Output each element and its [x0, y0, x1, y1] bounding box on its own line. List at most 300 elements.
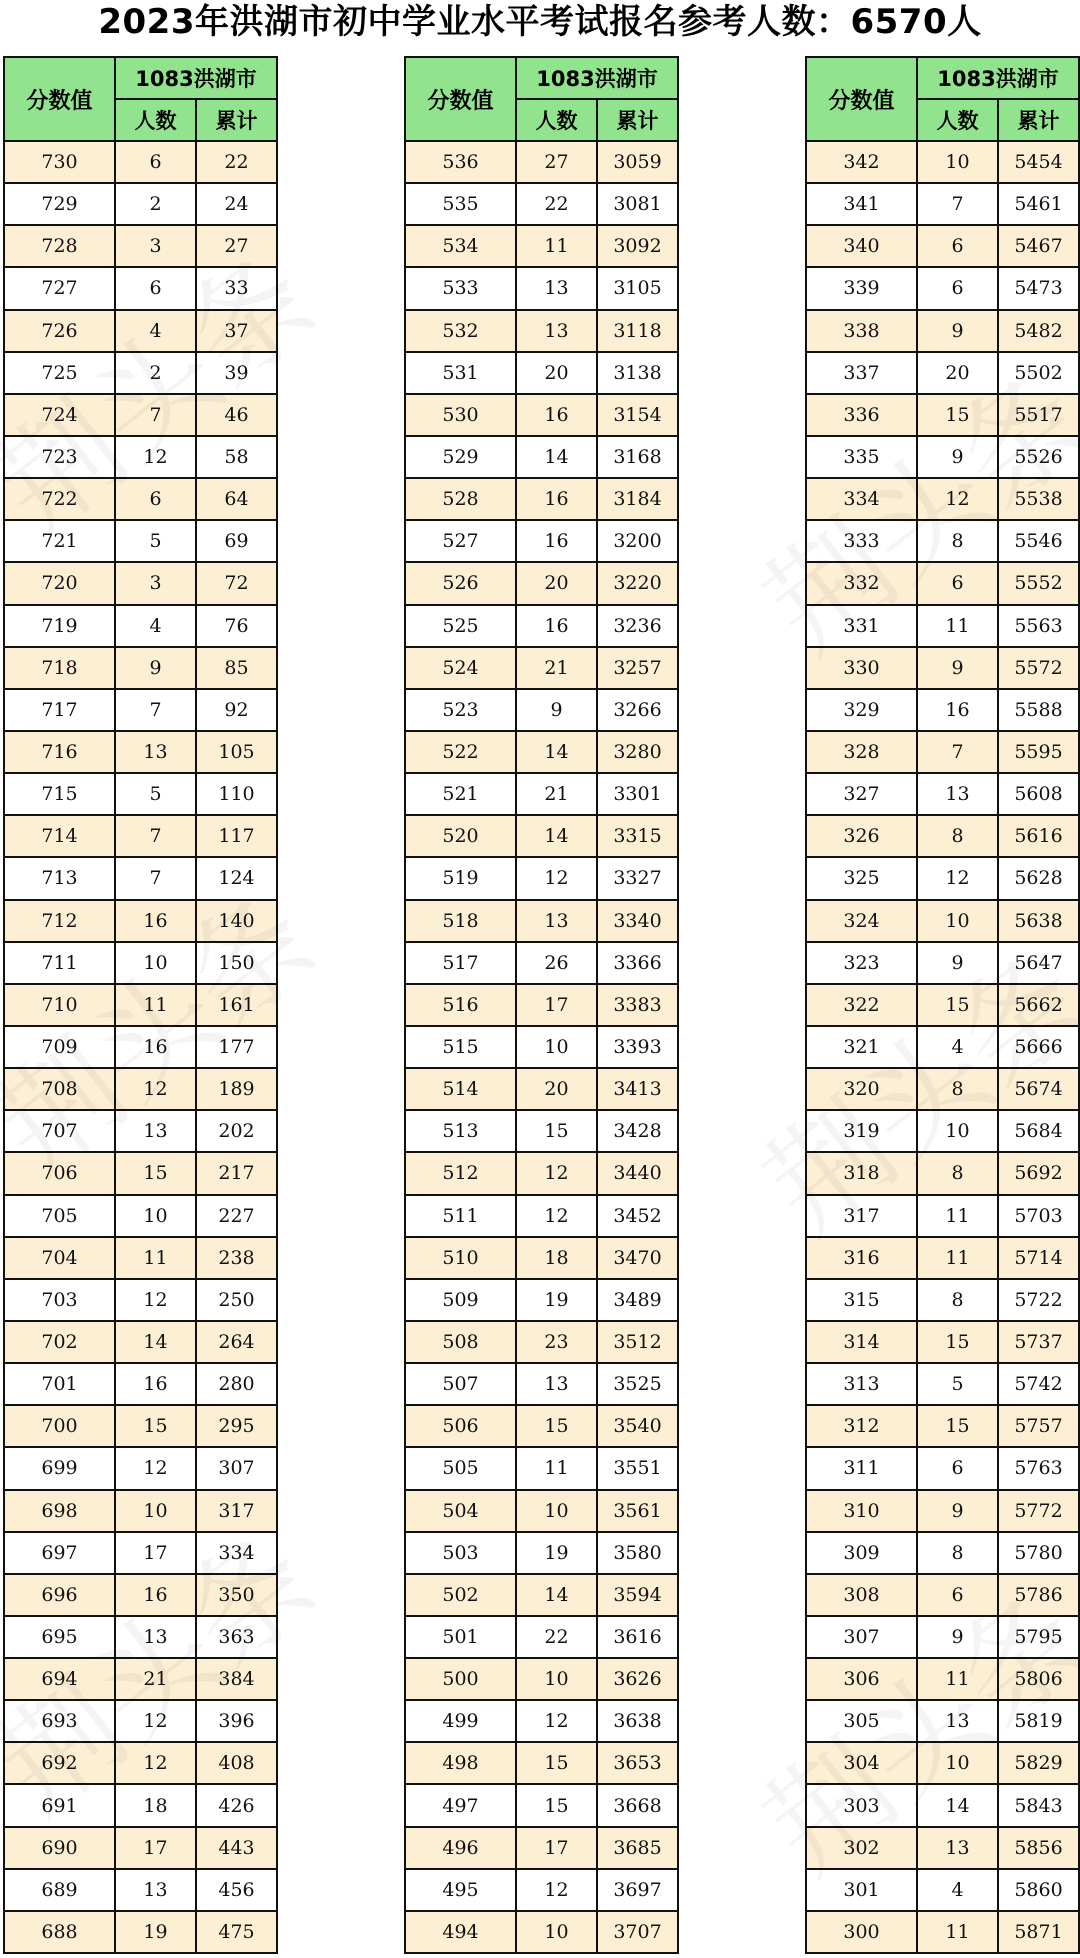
- score-column-header: 分数值: [4, 57, 115, 141]
- score-cell: 721: [4, 520, 115, 562]
- score-cell: 304: [806, 1742, 917, 1784]
- score-cell: 513: [405, 1110, 516, 1152]
- table-row: [4, 478, 277, 520]
- cumulative-cell: 3668: [597, 1784, 678, 1826]
- cumulative-cell: 5595: [998, 731, 1079, 773]
- score-cell: 529: [405, 436, 516, 478]
- table-row: [405, 1447, 678, 1489]
- count-cell: 13: [917, 1700, 998, 1742]
- cumulative-cell: 3236: [597, 605, 678, 647]
- table-header-row: [4, 57, 277, 99]
- table-row: [4, 1658, 277, 1700]
- table-row: [806, 1110, 1079, 1152]
- count-cell: 2: [115, 352, 196, 394]
- table-row: [4, 310, 277, 352]
- cumulative-cell: 3154: [597, 394, 678, 436]
- count-cell: 15: [516, 1110, 597, 1152]
- count-cell: 12: [917, 857, 998, 899]
- cumulative-cell: 5454: [998, 141, 1079, 183]
- table-row: [4, 267, 277, 309]
- count-cell: 19: [516, 1279, 597, 1321]
- count-cell: 6: [917, 225, 998, 267]
- count-cell: 15: [516, 1784, 597, 1826]
- score-cell: 503: [405, 1532, 516, 1574]
- table-row: [4, 731, 277, 773]
- cumulative-cell: 3551: [597, 1447, 678, 1489]
- score-cell: 515: [405, 1026, 516, 1068]
- score-cell: 301: [806, 1869, 917, 1911]
- cumulative-cell: 5608: [998, 773, 1079, 815]
- count-cell: 11: [917, 1195, 998, 1237]
- table-row: [806, 1742, 1079, 1784]
- count-cell: 13: [115, 1616, 196, 1658]
- cumulative-cell: 33: [196, 267, 277, 309]
- score-cell: 728: [4, 225, 115, 267]
- table-row: [405, 183, 678, 225]
- count-cell: 9: [516, 689, 597, 731]
- score-cell: 509: [405, 1279, 516, 1321]
- score-cell: 330: [806, 647, 917, 689]
- cumulative-cell: 3257: [597, 647, 678, 689]
- count-cell: 11: [115, 984, 196, 1026]
- table-row: [4, 183, 277, 225]
- cumulative-cell: 475: [196, 1911, 277, 1953]
- score-cell: 707: [4, 1110, 115, 1152]
- table-row: [405, 1616, 678, 1658]
- count-cell: 13: [115, 1869, 196, 1911]
- cumulative-cell: 27: [196, 225, 277, 267]
- count-cell: 17: [516, 1827, 597, 1869]
- cumulative-cell: 58: [196, 436, 277, 478]
- cumulative-cell: 5703: [998, 1195, 1079, 1237]
- count-cell: 15: [917, 1405, 998, 1447]
- table-row: [405, 815, 678, 857]
- table-row: [4, 1405, 277, 1447]
- count-cell: 8: [917, 1279, 998, 1321]
- table-row: [4, 605, 277, 647]
- cumulative-cell: 3525: [597, 1363, 678, 1405]
- cumulative-cell: 3366: [597, 942, 678, 984]
- table-row: [806, 689, 1079, 731]
- table-row: [4, 352, 277, 394]
- count-cell: 20: [516, 1068, 597, 1110]
- cumulative-cell: 3340: [597, 900, 678, 942]
- table-row: [4, 1827, 277, 1869]
- score-cell: 302: [806, 1827, 917, 1869]
- cumulative-cell: 3638: [597, 1700, 678, 1742]
- count-cell: 15: [516, 1742, 597, 1784]
- count-column-header: 人数: [516, 99, 597, 141]
- count-cell: 22: [516, 183, 597, 225]
- score-cell: 505: [405, 1447, 516, 1489]
- cumulative-cell: 3594: [597, 1574, 678, 1616]
- score-cell: 522: [405, 731, 516, 773]
- table-row: [405, 1827, 678, 1869]
- cumulative-cell: 5461: [998, 183, 1079, 225]
- cumulative-cell: 46: [196, 394, 277, 436]
- count-cell: 12: [516, 1195, 597, 1237]
- cumulative-cell: 37: [196, 310, 277, 352]
- score-cell: 342: [806, 141, 917, 183]
- score-cell: 334: [806, 478, 917, 520]
- count-cell: 3: [115, 562, 196, 604]
- score-cell: 706: [4, 1152, 115, 1194]
- count-cell: 11: [917, 1658, 998, 1700]
- cumulative-cell: 5860: [998, 1869, 1079, 1911]
- score-cell: 311: [806, 1447, 917, 1489]
- score-cell: 717: [4, 689, 115, 731]
- cumulative-cell: 85: [196, 647, 277, 689]
- score-cell: 496: [405, 1827, 516, 1869]
- score-cell: 319: [806, 1110, 917, 1152]
- count-cell: 19: [516, 1532, 597, 1574]
- cumulative-cell: 140: [196, 900, 277, 942]
- table-row: [405, 520, 678, 562]
- cumulative-cell: 396: [196, 1700, 277, 1742]
- cumulative-cell: 5647: [998, 942, 1079, 984]
- table-row: [405, 1532, 678, 1574]
- table-row: [806, 520, 1079, 562]
- score-table-right: [805, 56, 1080, 1954]
- score-table-left: [3, 56, 278, 1954]
- score-cell: 329: [806, 689, 917, 731]
- count-cell: 14: [115, 1321, 196, 1363]
- count-cell: 4: [115, 310, 196, 352]
- cumulative-cell: 307: [196, 1447, 277, 1489]
- score-cell: 519: [405, 857, 516, 899]
- table-row: [4, 394, 277, 436]
- count-cell: 9: [917, 436, 998, 478]
- table-row: [405, 1658, 678, 1700]
- table-row: [4, 1152, 277, 1194]
- table-row: [405, 1026, 678, 1068]
- score-cell: 714: [4, 815, 115, 857]
- cumulative-cell: 3707: [597, 1911, 678, 1953]
- score-cell: 730: [4, 141, 115, 183]
- cumulative-cell: 161: [196, 984, 277, 1026]
- table-row: [405, 1911, 678, 1953]
- table-row: [405, 1152, 678, 1194]
- cumulative-cell: 3105: [597, 267, 678, 309]
- count-column-header: 人数: [917, 99, 998, 141]
- score-cell: 722: [4, 478, 115, 520]
- table-row: [4, 520, 277, 562]
- count-cell: 22: [516, 1616, 597, 1658]
- cumulative-cell: 105: [196, 731, 277, 773]
- score-cell: 716: [4, 731, 115, 773]
- cumulative-cell: 5538: [998, 478, 1079, 520]
- score-cell: 323: [806, 942, 917, 984]
- cumulative-cell: 3580: [597, 1532, 678, 1574]
- table-row: [405, 1068, 678, 1110]
- score-cell: 501: [405, 1616, 516, 1658]
- cumulative-cell: 3470: [597, 1237, 678, 1279]
- region-column-header: 1083洪湖市: [917, 57, 1079, 99]
- table-row: [405, 689, 678, 731]
- score-cell: 521: [405, 773, 516, 815]
- score-cell: 337: [806, 352, 917, 394]
- table-row: [405, 605, 678, 647]
- score-cell: 518: [405, 900, 516, 942]
- table-row: [806, 1616, 1079, 1658]
- table-row: [806, 1195, 1079, 1237]
- count-cell: 9: [917, 942, 998, 984]
- table-row: [405, 857, 678, 899]
- count-cell: 4: [115, 605, 196, 647]
- score-cell: 318: [806, 1152, 917, 1194]
- count-cell: 20: [516, 562, 597, 604]
- count-cell: 14: [516, 815, 597, 857]
- score-cell: 316: [806, 1237, 917, 1279]
- table-row: [405, 731, 678, 773]
- count-cell: 6: [917, 1447, 998, 1489]
- cumulative-cell: 3315: [597, 815, 678, 857]
- table-row: [806, 731, 1079, 773]
- score-cell: 306: [806, 1658, 917, 1700]
- count-cell: 12: [516, 857, 597, 899]
- cumulative-cell: 384: [196, 1658, 277, 1700]
- cumulative-cell: 5786: [998, 1574, 1079, 1616]
- count-cell: 10: [917, 900, 998, 942]
- cumulative-cell: 5795: [998, 1616, 1079, 1658]
- score-cell: 336: [806, 394, 917, 436]
- table-row: [806, 183, 1079, 225]
- score-cell: 332: [806, 562, 917, 604]
- score-cell: 339: [806, 267, 917, 309]
- count-cell: 8: [917, 815, 998, 857]
- count-cell: 4: [917, 1869, 998, 1911]
- table-row: [4, 900, 277, 942]
- count-cell: 6: [115, 141, 196, 183]
- score-cell: 340: [806, 225, 917, 267]
- score-cell: 727: [4, 267, 115, 309]
- count-cell: 13: [516, 310, 597, 352]
- count-cell: 6: [115, 478, 196, 520]
- cumulative-cell: 92: [196, 689, 277, 731]
- table-row: [405, 1700, 678, 1742]
- score-cell: 710: [4, 984, 115, 1026]
- score-cell: 314: [806, 1321, 917, 1363]
- cumulative-cell: 217: [196, 1152, 277, 1194]
- score-cell: 512: [405, 1152, 516, 1194]
- cumulative-cell: 39: [196, 352, 277, 394]
- score-cell: 307: [806, 1616, 917, 1658]
- count-cell: 12: [115, 436, 196, 478]
- cumulative-cell: 5806: [998, 1658, 1079, 1700]
- table-row: [4, 1911, 277, 1953]
- count-cell: 11: [917, 605, 998, 647]
- cumulative-cell: 3092: [597, 225, 678, 267]
- score-cell: 536: [405, 141, 516, 183]
- count-cell: 7: [115, 857, 196, 899]
- score-cell: 723: [4, 436, 115, 478]
- count-cell: 7: [917, 183, 998, 225]
- table-row: [4, 1490, 277, 1532]
- cumulative-cell: 5692: [998, 1152, 1079, 1194]
- score-cell: 702: [4, 1321, 115, 1363]
- count-cell: 13: [115, 731, 196, 773]
- count-cell: 14: [516, 1574, 597, 1616]
- count-cell: 16: [115, 1026, 196, 1068]
- count-cell: 3: [115, 225, 196, 267]
- score-cell: 523: [405, 689, 516, 731]
- count-cell: 27: [516, 141, 597, 183]
- table-row: [4, 857, 277, 899]
- count-cell: 7: [115, 815, 196, 857]
- cumulative-cell: 3685: [597, 1827, 678, 1869]
- count-cell: 13: [516, 267, 597, 309]
- count-cell: 10: [917, 141, 998, 183]
- count-cell: 15: [917, 1321, 998, 1363]
- score-cell: 715: [4, 773, 115, 815]
- table-row: [806, 1321, 1079, 1363]
- cumulative-cell: 250: [196, 1279, 277, 1321]
- count-cell: 9: [115, 647, 196, 689]
- cumulative-cell: 3512: [597, 1321, 678, 1363]
- cumulative-cell: 5666: [998, 1026, 1079, 1068]
- table-row: [806, 1279, 1079, 1321]
- table-row: [4, 689, 277, 731]
- score-cell: 524: [405, 647, 516, 689]
- table-row: [405, 1869, 678, 1911]
- table-row: [806, 605, 1079, 647]
- score-cell: 506: [405, 1405, 516, 1447]
- cumulative-cell: 3059: [597, 141, 678, 183]
- score-cell: 525: [405, 605, 516, 647]
- score-cell: 516: [405, 984, 516, 1026]
- count-cell: 15: [516, 1405, 597, 1447]
- score-cell: 333: [806, 520, 917, 562]
- score-cell: 326: [806, 815, 917, 857]
- count-cell: 21: [516, 773, 597, 815]
- count-cell: 10: [516, 1911, 597, 1953]
- count-cell: 12: [115, 1279, 196, 1321]
- table-row: [806, 1026, 1079, 1068]
- table-row: [405, 1784, 678, 1826]
- cumulative-cell: 5662: [998, 984, 1079, 1026]
- table-row: [806, 773, 1079, 815]
- cumulative-cell: 64: [196, 478, 277, 520]
- score-cell: 338: [806, 310, 917, 352]
- count-cell: 2: [115, 183, 196, 225]
- page-title: 2023年洪湖市初中学业水平考试报名参考人数：6570人: [98, 2, 982, 42]
- table-row: [806, 141, 1079, 183]
- count-cell: 4: [917, 1026, 998, 1068]
- table-row: [806, 1447, 1079, 1489]
- cumulative-cell: 3200: [597, 520, 678, 562]
- score-cell: 514: [405, 1068, 516, 1110]
- count-cell: 26: [516, 942, 597, 984]
- count-cell: 12: [115, 1447, 196, 1489]
- cumulative-cell: 3393: [597, 1026, 678, 1068]
- count-cell: 16: [115, 1574, 196, 1616]
- cumulative-cell: 5616: [998, 815, 1079, 857]
- table-row: [806, 815, 1079, 857]
- count-cell: 13: [516, 900, 597, 942]
- cumulative-cell: 5473: [998, 267, 1079, 309]
- score-cell: 309: [806, 1532, 917, 1574]
- table-row: [4, 1321, 277, 1363]
- cumulative-cell: 177: [196, 1026, 277, 1068]
- score-cell: 324: [806, 900, 917, 942]
- count-cell: 15: [115, 1405, 196, 1447]
- score-cell: 700: [4, 1405, 115, 1447]
- count-cell: 21: [115, 1658, 196, 1700]
- table-row: [405, 1405, 678, 1447]
- score-cell: 708: [4, 1068, 115, 1110]
- score-cell: 713: [4, 857, 115, 899]
- table-row: [806, 900, 1079, 942]
- cumulative-cell: 5502: [998, 352, 1079, 394]
- table-row: [806, 267, 1079, 309]
- count-cell: 12: [917, 478, 998, 520]
- cumulative-cell: 3266: [597, 689, 678, 731]
- cumulative-column-header: 累计: [597, 99, 678, 141]
- table-row: [4, 773, 277, 815]
- cumulative-cell: 124: [196, 857, 277, 899]
- table-row: [806, 1532, 1079, 1574]
- count-cell: 16: [516, 394, 597, 436]
- count-cell: 8: [917, 1068, 998, 1110]
- cumulative-cell: 3413: [597, 1068, 678, 1110]
- cumulative-cell: 238: [196, 1237, 277, 1279]
- score-table-middle: [404, 56, 679, 1954]
- count-cell: 20: [917, 352, 998, 394]
- score-cell: 528: [405, 478, 516, 520]
- count-cell: 11: [917, 1237, 998, 1279]
- cumulative-cell: 426: [196, 1784, 277, 1826]
- cumulative-cell: 72: [196, 562, 277, 604]
- table-row: [405, 647, 678, 689]
- table-row: [405, 1195, 678, 1237]
- score-cell: 535: [405, 183, 516, 225]
- count-cell: 12: [516, 1152, 597, 1194]
- cumulative-cell: 5674: [998, 1068, 1079, 1110]
- score-cell: 335: [806, 436, 917, 478]
- count-cell: 10: [516, 1026, 597, 1068]
- cumulative-cell: 5714: [998, 1237, 1079, 1279]
- table-row: [405, 352, 678, 394]
- cumulative-cell: 3626: [597, 1658, 678, 1700]
- score-cell: 724: [4, 394, 115, 436]
- count-cell: 10: [516, 1490, 597, 1532]
- cumulative-cell: 150: [196, 942, 277, 984]
- table-row: [806, 1869, 1079, 1911]
- table-row: [806, 1068, 1079, 1110]
- cumulative-column-header: 累计: [998, 99, 1079, 141]
- table-row: [405, 1574, 678, 1616]
- cumulative-cell: 3184: [597, 478, 678, 520]
- score-cell: 693: [4, 1700, 115, 1742]
- count-cell: 5: [917, 1363, 998, 1405]
- count-cell: 7: [917, 731, 998, 773]
- count-cell: 12: [115, 1700, 196, 1742]
- table-row: [4, 1869, 277, 1911]
- cumulative-cell: 5546: [998, 520, 1079, 562]
- table-row: [806, 225, 1079, 267]
- count-cell: 10: [115, 1490, 196, 1532]
- table-row: [806, 647, 1079, 689]
- cumulative-cell: 334: [196, 1532, 277, 1574]
- score-cell: 701: [4, 1363, 115, 1405]
- cumulative-cell: 22: [196, 141, 277, 183]
- cumulative-cell: 317: [196, 1490, 277, 1532]
- score-cell: 504: [405, 1490, 516, 1532]
- count-cell: 13: [115, 1110, 196, 1152]
- score-cell: 498: [405, 1742, 516, 1784]
- cumulative-cell: 5871: [998, 1911, 1079, 1953]
- table-row: [4, 815, 277, 857]
